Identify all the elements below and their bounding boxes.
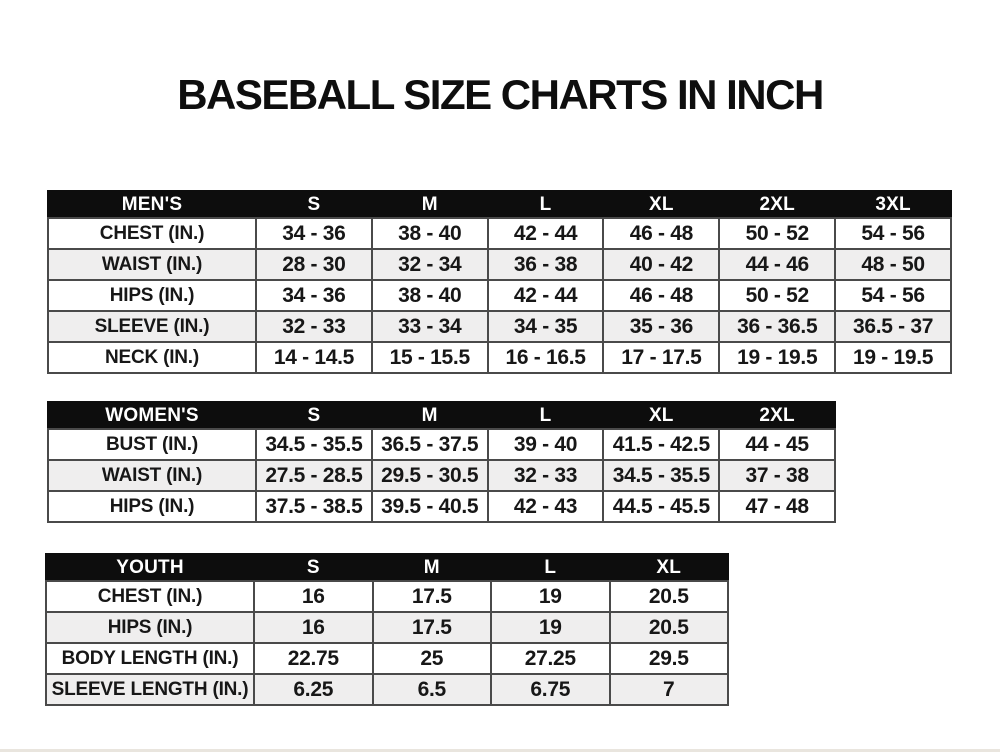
size-value-cell: 42 - 44	[488, 280, 604, 311]
size-value-cell: 29.5	[610, 643, 729, 674]
table-row	[46, 612, 728, 643]
size-value-cell: 36.5 - 37.5	[372, 429, 488, 460]
table-row	[46, 674, 728, 705]
size-value-cell: 17 - 17.5	[603, 342, 719, 373]
table-row	[46, 581, 728, 612]
measurement-label-cell: HIPS (IN.)	[48, 280, 256, 311]
size-value-cell: 25	[373, 643, 492, 674]
table-row	[48, 491, 835, 522]
measurement-label-cell: NECK (IN.)	[48, 342, 256, 373]
measurement-label-cell: SLEEVE LENGTH (IN.)	[46, 674, 254, 705]
size-header-cell: XL	[603, 191, 719, 218]
size-value-cell: 16	[254, 612, 373, 643]
group-header-cell: WOMEN'S	[48, 402, 256, 429]
size-value-cell: 27.5 - 28.5	[256, 460, 372, 491]
size-value-cell: 6.5	[373, 674, 492, 705]
measurement-label-cell: BUST (IN.)	[48, 429, 256, 460]
size-header-cell: 2XL	[719, 191, 835, 218]
measurement-label-cell: HIPS (IN.)	[46, 612, 254, 643]
size-header-cell: 3XL	[835, 191, 951, 218]
measurement-label-cell: WAIST (IN.)	[48, 249, 256, 280]
size-value-cell: 38 - 40	[372, 218, 488, 249]
group-header-cell: MEN'S	[48, 191, 256, 218]
table-row	[46, 643, 728, 674]
size-value-cell: 35 - 36	[603, 311, 719, 342]
size-header-row	[48, 191, 951, 218]
size-header-cell: M	[372, 402, 488, 429]
table-row	[48, 342, 951, 373]
size-value-cell: 22.75	[254, 643, 373, 674]
womens-size-table	[47, 401, 836, 523]
table-row	[48, 249, 951, 280]
youth-size-table	[45, 553, 729, 706]
size-value-cell: 15 - 15.5	[372, 342, 488, 373]
size-value-cell: 32 - 33	[488, 460, 604, 491]
size-value-cell: 40 - 42	[603, 249, 719, 280]
table-row	[48, 429, 835, 460]
size-header-cell: S	[256, 402, 372, 429]
size-value-cell: 17.5	[373, 612, 492, 643]
size-value-cell: 41.5 - 42.5	[603, 429, 719, 460]
table-row	[48, 218, 951, 249]
size-value-cell: 44 - 46	[719, 249, 835, 280]
size-header-cell: XL	[610, 554, 729, 581]
size-value-cell: 32 - 34	[372, 249, 488, 280]
table-row	[48, 280, 951, 311]
measurement-label-cell: HIPS (IN.)	[48, 491, 256, 522]
size-value-cell: 20.5	[610, 612, 729, 643]
size-value-cell: 36 - 36.5	[719, 311, 835, 342]
group-header-cell: YOUTH	[46, 554, 254, 581]
size-value-cell: 46 - 48	[603, 280, 719, 311]
size-header-cell: 2XL	[719, 402, 835, 429]
size-value-cell: 16	[254, 581, 373, 612]
size-value-cell: 28 - 30	[256, 249, 372, 280]
size-value-cell: 36.5 - 37	[835, 311, 951, 342]
size-value-cell: 54 - 56	[835, 280, 951, 311]
size-header-cell: XL	[603, 402, 719, 429]
size-value-cell: 34.5 - 35.5	[603, 460, 719, 491]
size-header-cell: S	[256, 191, 372, 218]
page-title: BASEBALL SIZE CHARTS IN INCH	[177, 71, 823, 118]
size-value-cell: 20.5	[610, 581, 729, 612]
size-value-cell: 34.5 - 35.5	[256, 429, 372, 460]
table-row	[48, 311, 951, 342]
size-value-cell: 39.5 - 40.5	[372, 491, 488, 522]
measurement-label-cell: BODY LENGTH (IN.)	[46, 643, 254, 674]
size-value-cell: 37.5 - 38.5	[256, 491, 372, 522]
size-value-cell: 44.5 - 45.5	[603, 491, 719, 522]
size-value-cell: 54 - 56	[835, 218, 951, 249]
size-value-cell: 47 - 48	[719, 491, 835, 522]
size-header-cell: M	[372, 191, 488, 218]
size-value-cell: 19	[491, 612, 610, 643]
size-value-cell: 42 - 43	[488, 491, 604, 522]
size-value-cell: 48 - 50	[835, 249, 951, 280]
size-value-cell: 37 - 38	[719, 460, 835, 491]
measurement-label-cell: WAIST (IN.)	[48, 460, 256, 491]
size-value-cell: 7	[610, 674, 729, 705]
mens-size-table	[47, 190, 952, 374]
size-value-cell: 14 - 14.5	[256, 342, 372, 373]
size-value-cell: 32 - 33	[256, 311, 372, 342]
measurement-label-cell: SLEEVE (IN.)	[48, 311, 256, 342]
size-value-cell: 6.75	[491, 674, 610, 705]
size-value-cell: 50 - 52	[719, 218, 835, 249]
size-value-cell: 36 - 38	[488, 249, 604, 280]
size-value-cell: 19 - 19.5	[835, 342, 951, 373]
size-value-cell: 39 - 40	[488, 429, 604, 460]
size-value-cell: 34 - 36	[256, 280, 372, 311]
measurement-label-cell: CHEST (IN.)	[48, 218, 256, 249]
size-value-cell: 44 - 45	[719, 429, 835, 460]
size-value-cell: 46 - 48	[603, 218, 719, 249]
table-row	[48, 460, 835, 491]
size-value-cell: 19 - 19.5	[719, 342, 835, 373]
size-header-cell: S	[254, 554, 373, 581]
size-value-cell: 17.5	[373, 581, 492, 612]
size-value-cell: 6.25	[254, 674, 373, 705]
size-header-cell: L	[488, 402, 604, 429]
size-value-cell: 50 - 52	[719, 280, 835, 311]
measurement-label-cell: CHEST (IN.)	[46, 581, 254, 612]
size-header-cell: L	[491, 554, 610, 581]
size-value-cell: 27.25	[491, 643, 610, 674]
size-value-cell: 33 - 34	[372, 311, 488, 342]
size-value-cell: 42 - 44	[488, 218, 604, 249]
size-value-cell: 19	[491, 581, 610, 612]
size-header-cell: L	[488, 191, 604, 218]
size-value-cell: 38 - 40	[372, 280, 488, 311]
size-header-row	[48, 402, 835, 429]
size-header-cell: M	[373, 554, 492, 581]
size-value-cell: 16 - 16.5	[488, 342, 604, 373]
size-value-cell: 34 - 36	[256, 218, 372, 249]
size-header-row	[46, 554, 728, 581]
size-value-cell: 34 - 35	[488, 311, 604, 342]
size-value-cell: 29.5 - 30.5	[372, 460, 488, 491]
